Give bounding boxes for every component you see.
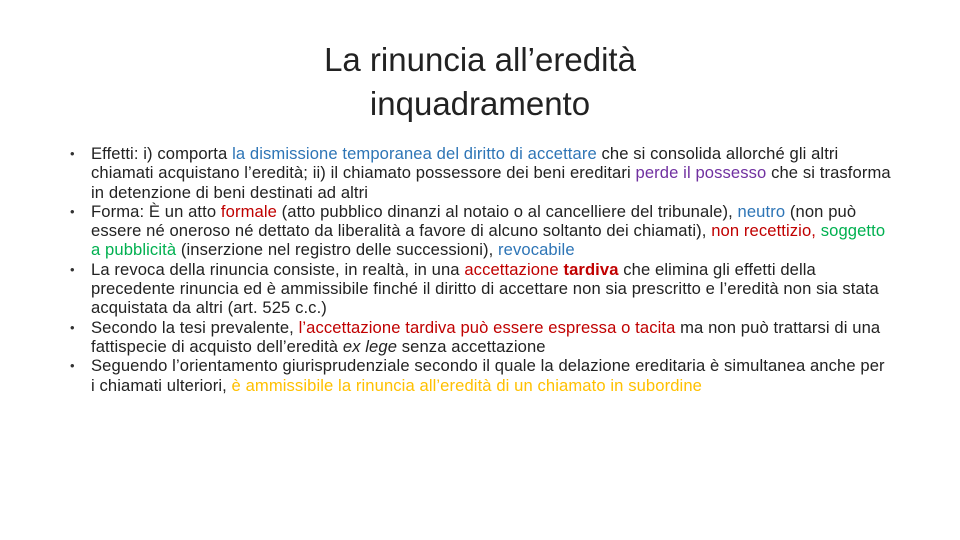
- bullet-text-segment: tardiva: [563, 259, 619, 279]
- bullet-text-segment: che elimina gli effetti della precedente rinuncia ed è ammissibile finché il diritto di accettare non sia prescritto e l’eredità non sia stata acquistata da altri (art. 525 c.c.): [91, 259, 879, 318]
- bullet-text-segment: soggetto a pubblicità: [91, 221, 886, 260]
- bullet-text-segment: non recettizio,: [711, 221, 816, 241]
- bullet-text-segment: l’accettazione tardiva può essere espressa o tacita: [298, 317, 676, 337]
- bullet-text-segment: neutro: [737, 201, 786, 221]
- bullet-text-segment: è ammissibile la rinuncia all’eredità di un chiamato in subordine: [231, 375, 702, 395]
- bullet-item: [70, 202, 892, 260]
- bullet-text-segment: perde il possesso: [635, 163, 767, 183]
- bullet-dot-icon: •: [70, 358, 75, 374]
- bullet-dot-icon: •: [70, 319, 75, 335]
- bullet-text-segment: revocabile: [498, 240, 575, 260]
- bullet-text-segment: Secondo la tesi prevalente,: [91, 317, 299, 337]
- bullet-item: [70, 260, 892, 318]
- bullet-dot-icon: •: [70, 261, 75, 277]
- bullet-text-segment: senza accettazione: [397, 336, 546, 356]
- bullet-text-segment: Seguendo l’orientamento giurisprudenziale secondo il quale la delazione ereditaria è simultanea anche per i chiamati ulteriori,: [91, 356, 885, 395]
- bullet-text-segment: Forma: È un atto: [91, 201, 221, 221]
- bullet-list: [70, 144, 892, 395]
- bullet-text-segment: (non può essere né oneroso né dettato da liberalità a favore di alcuno soltanto dei chiamati),: [91, 201, 857, 241]
- bullet-text-segment: che si trasforma in detenzione di beni destinati ad altri: [91, 163, 891, 202]
- bullet-text-segment: (inserzione nel registro delle successioni),: [176, 240, 499, 260]
- slide-title: [120, 38, 840, 126]
- bullet-text-segment: la dismissione temporanea del diritto di accettare: [232, 144, 597, 163]
- bullet-text-segment: che si consolida allorché gli altri chiamati acquistano l’eredità; ii) il chiamato possessore dei beni ereditari: [91, 144, 839, 183]
- bullet-text-segment: ex lege: [342, 336, 398, 356]
- title-line-1: La rinuncia all’eredità: [324, 41, 636, 78]
- bullet-text-segment: La revoca della rinuncia consiste, in realtà, in una: [91, 259, 465, 279]
- title-line-2: inquadramento: [369, 85, 591, 122]
- bullet-item: [70, 356, 892, 395]
- bullet-item: [70, 144, 892, 202]
- bullet-text-segment: (atto pubblico dinanzi al notaio o al cancelliere del tribunale),: [276, 201, 738, 221]
- bullet-dot-icon: •: [70, 203, 75, 219]
- bullet-text-segment: accettazione: [464, 259, 564, 279]
- bullet-item: [70, 318, 892, 357]
- bullet-text-segment: ma non può trattarsi di una fattispecie di acquisto dell’eredità: [91, 317, 881, 356]
- bullet-text-segment: formale: [220, 201, 277, 221]
- bullet-dot-icon: •: [70, 146, 75, 161]
- bullet-text-segment: Effetti: i) comporta: [91, 144, 233, 163]
